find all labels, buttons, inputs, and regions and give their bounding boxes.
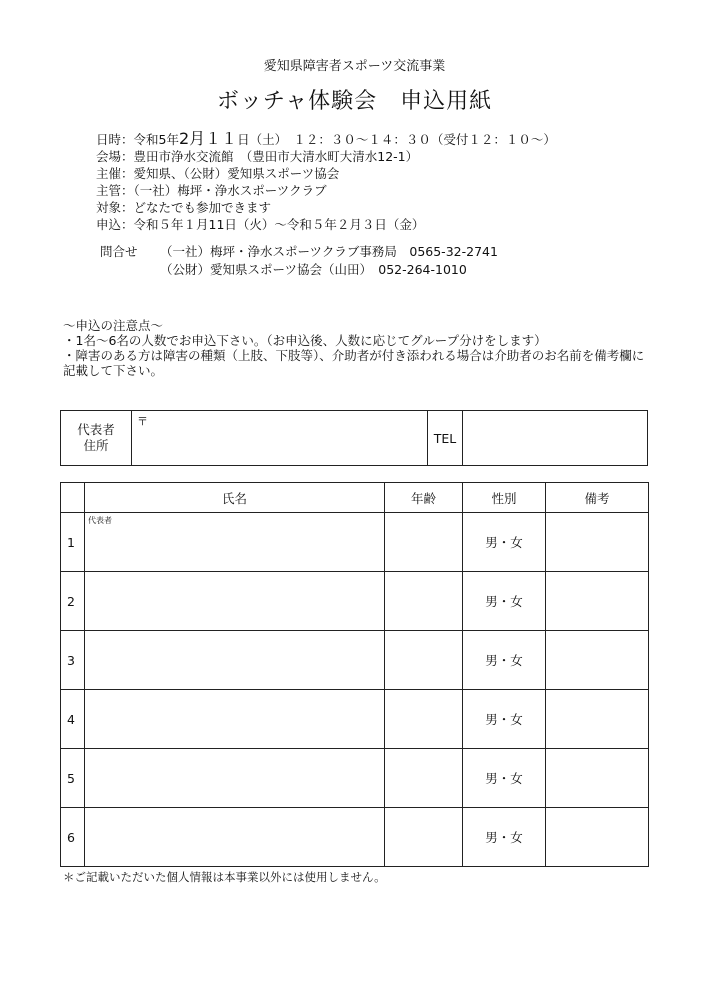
row-number: 3 [61, 631, 85, 690]
date-emphasis: 2月１１ [178, 129, 238, 148]
name-field[interactable] [85, 631, 385, 690]
header-remarks: 備考 [546, 483, 649, 513]
remarks-field[interactable] [546, 513, 649, 572]
form-title: ボッチャ体験会 申込用紙 [216, 89, 493, 114]
table-row [61, 808, 649, 867]
remarks-field[interactable] [546, 749, 649, 808]
table-row [61, 690, 649, 749]
table-row [61, 513, 649, 572]
age-field[interactable] [385, 749, 463, 808]
table-row [61, 631, 649, 690]
address-label-line-2: 住所 [83, 438, 109, 453]
notes-item-1: ・1名〜6名の人数でお申込下さい。（お申込後、人数に応じてグループ分けをします） [63, 333, 547, 348]
event-info [96, 130, 556, 233]
target-line: 対象：どなたでも参加できます [96, 200, 272, 215]
host-line: 主催：愛知県、（公財）愛知県スポーツ協会 [96, 166, 340, 181]
name-field[interactable] [85, 572, 385, 631]
table-row [61, 749, 649, 808]
name-field[interactable] [85, 808, 385, 867]
address-label-line-1: 代表者 [77, 422, 115, 437]
date-prefix: 日時：令和5年 [96, 132, 179, 147]
header-age: 年齢 [385, 483, 463, 513]
remarks-field[interactable] [546, 690, 649, 749]
representative-address-box [60, 410, 648, 466]
application-notes [63, 318, 653, 378]
gender-choice[interactable]: 男・女 [463, 513, 546, 572]
address-label [61, 411, 132, 465]
table-header-row [61, 483, 649, 513]
remarks-field[interactable] [546, 572, 649, 631]
remarks-field[interactable] [546, 808, 649, 867]
age-field[interactable] [385, 690, 463, 749]
date-suffix: 日（土） １２：３０〜１４：３０（受付１２：１０〜） [237, 132, 556, 147]
header-gender: 性別 [463, 483, 546, 513]
age-field[interactable] [385, 572, 463, 631]
venue-line: 会場：豊田市浄水交流館 （豊田市大清水町大清水12-1） [96, 149, 419, 164]
notes-item-2: ・障害のある方は障害の種類（上肢、下肢等）、介助者が付き添われる場合は介助者のお名前を備考欄に記載して下さい。 [63, 348, 645, 378]
row-number: 4 [61, 690, 85, 749]
contact-line-1: （一社）梅坪・浄水スポーツクラブ事務局 0565-32-2741 [160, 244, 498, 259]
contact-label: 問合せ [100, 244, 138, 259]
name-field[interactable] [85, 749, 385, 808]
application-period-line: 申込：令和５年１月11日（火）〜令和５年２月３日（金） [96, 217, 425, 232]
name-field[interactable] [85, 513, 385, 572]
representative-label: 代表者 [88, 516, 112, 525]
table-row [61, 572, 649, 631]
gender-choice[interactable]: 男・女 [463, 631, 546, 690]
gender-choice[interactable]: 男・女 [463, 690, 546, 749]
date-line [96, 130, 556, 148]
age-field[interactable] [385, 631, 463, 690]
row-number: 5 [61, 749, 85, 808]
row-number: 6 [61, 808, 85, 867]
registration-table [60, 482, 649, 867]
postal-mark: 〒 [137, 415, 148, 428]
name-field[interactable] [85, 690, 385, 749]
privacy-footnote: ＊ご記載いただいた個人情報は本事業以外には使用しません。 [63, 870, 386, 884]
contact-info [100, 243, 498, 279]
age-field[interactable] [385, 513, 463, 572]
organizer-line: 愛知県障害者スポーツ交流事業 [263, 59, 446, 74]
remarks-field[interactable] [546, 631, 649, 690]
age-field[interactable] [385, 808, 463, 867]
gender-choice[interactable]: 男・女 [463, 572, 546, 631]
header-name: 氏名 [85, 483, 385, 513]
gender-choice[interactable]: 男・女 [463, 808, 546, 867]
header-number [61, 483, 85, 513]
manager-line: 主管：（一社）梅坪・浄水スポーツクラブ [96, 183, 327, 198]
gender-choice[interactable]: 男・女 [463, 749, 546, 808]
row-number: 2 [61, 572, 85, 631]
tel-label: TEL [427, 411, 463, 465]
row-number: 1 [61, 513, 85, 572]
contact-line-2: （公財）愛知県スポーツ協会（山田） 052-264-1010 [160, 262, 467, 277]
notes-heading: 〜申込の注意点〜 [63, 318, 164, 333]
